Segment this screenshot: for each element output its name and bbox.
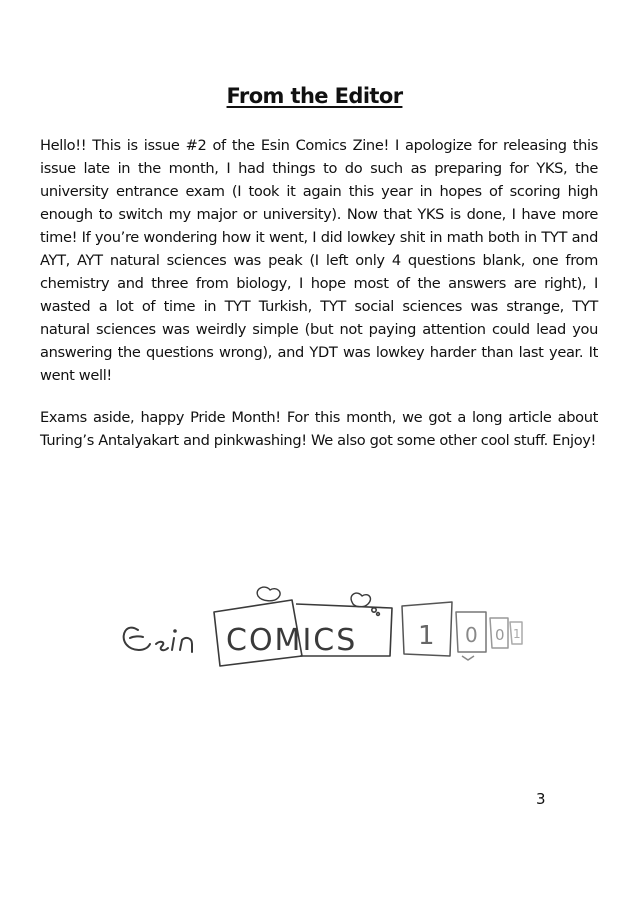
logo-digit-2: 0 <box>465 623 478 647</box>
esin-comics-logo <box>116 586 526 670</box>
page-title: From the Editor <box>226 84 403 108</box>
logo-digit-3: 0 <box>495 626 505 644</box>
logo-digit-4: 1 <box>513 627 521 641</box>
page-number: 3 <box>536 790 546 808</box>
logo-digit-1: 1 <box>418 621 435 651</box>
logo-comics-word: COMICS <box>226 623 358 658</box>
editor-paragraph-1: Hello!! This is issue #2 of the Esin Comics Zine! I apologize for releasing this issue late in the month, I had things to do such as preparing for YKS, the university entrance exam (I took it again this year in hopes of scoring high enough to switch my major or university). Now that YKS is done, I have more time! If you’re wondering how it went, I did lowkey shit in math both in TYT and AYT, AYT natural sciences was peak (I left only 4 questions blank, one from chemistry and three from biology, I hope most of the answers are right), I wasted a lot of time in TYT Turkish, TYT social sciences was strange, TYT natural sciences was weirdly simple (but not paying attention could lead you answering the questions wrong), and YDT was lowkey harder than last year. It went well! <box>40 137 598 384</box>
editor-paragraph-2: Exams aside, happy Pride Month! For this month, we got a long article about Turing’s Antalyakart and pinkwashing! We also got some other cool stuff. Enjoy! <box>40 409 598 449</box>
